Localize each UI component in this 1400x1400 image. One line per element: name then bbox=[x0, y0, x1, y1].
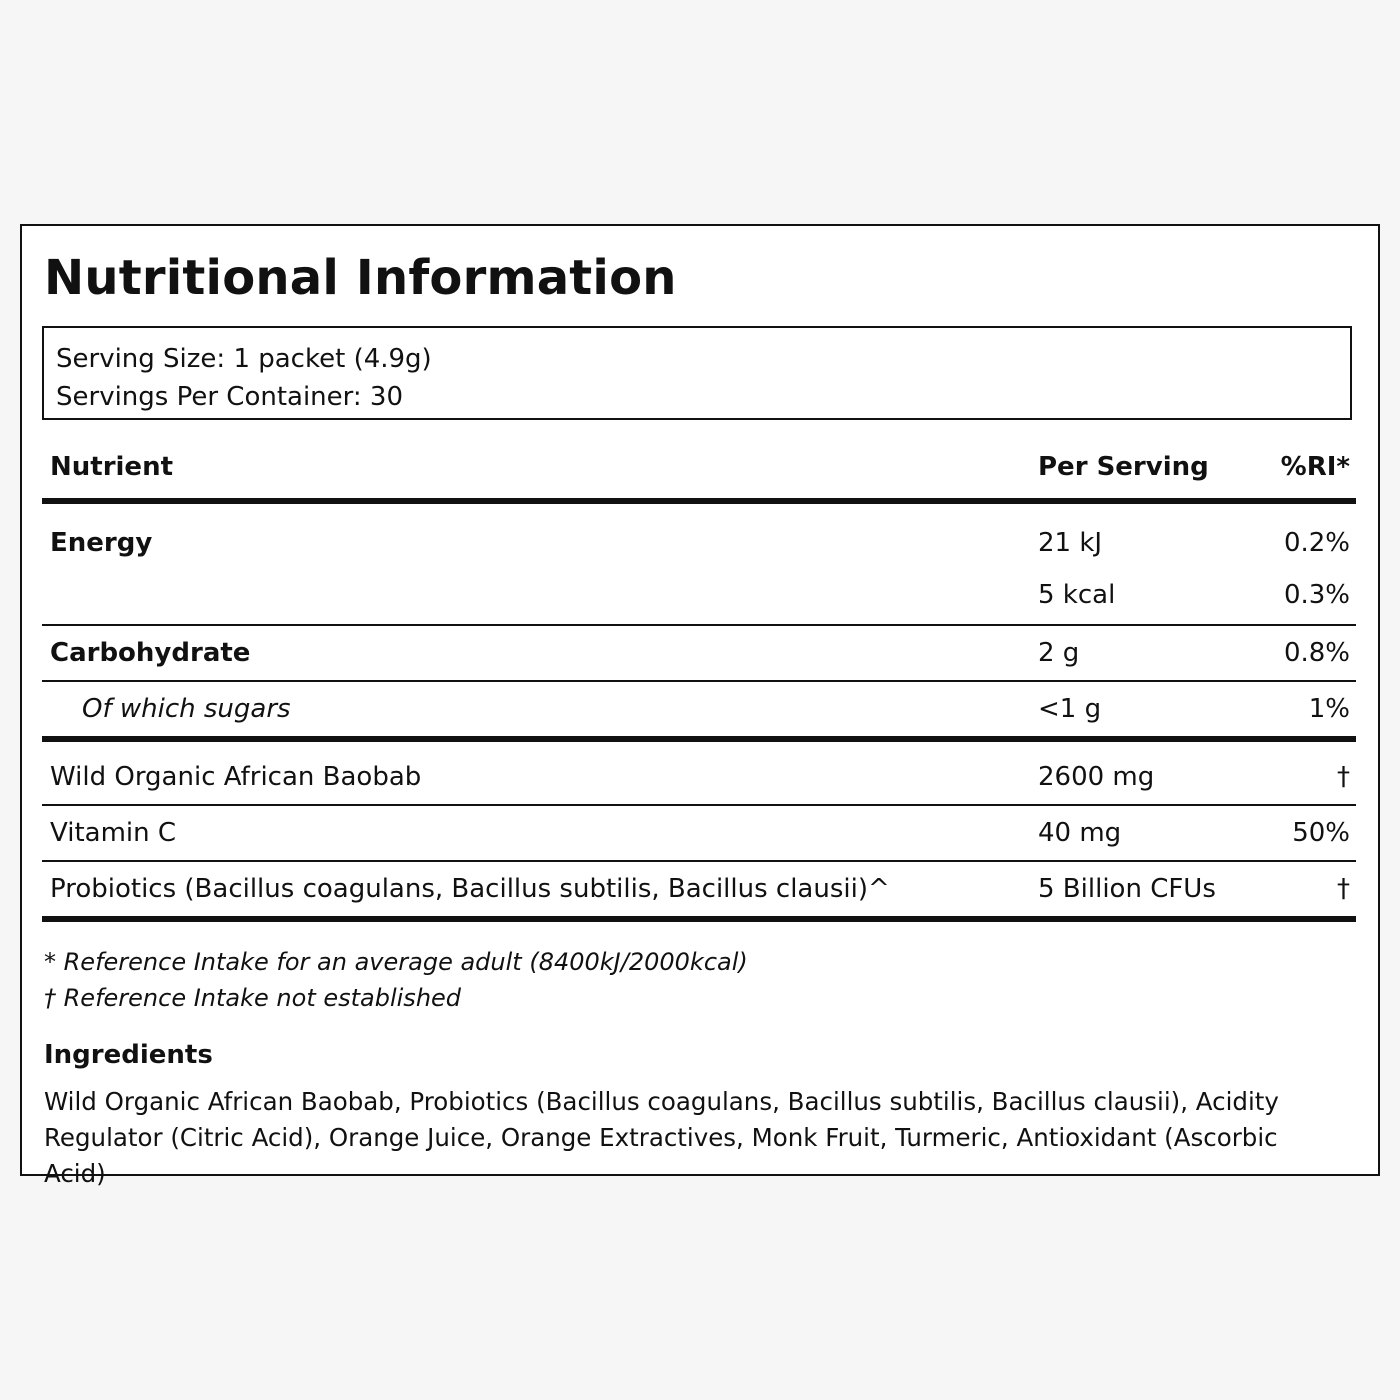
servings-per-container: Servings Per Container: 30 bbox=[56, 382, 404, 412]
header-nutrient: Nutrient bbox=[50, 452, 174, 482]
ri-value: 0.2% bbox=[1283, 528, 1350, 558]
serving-size: Serving Size: 1 packet (4.9g) bbox=[56, 344, 432, 374]
nutrient-name: Wild Organic African Baobab bbox=[50, 762, 422, 792]
nutrient-name: Energy bbox=[50, 528, 153, 558]
per-serving-value: <1 g bbox=[1038, 694, 1102, 724]
per-serving-value: 40 mg bbox=[1038, 818, 1122, 848]
per-serving-value: 2600 mg bbox=[1038, 762, 1155, 792]
ri-value: 50% bbox=[1292, 818, 1350, 848]
header-per-serving: Per Serving bbox=[1038, 452, 1209, 482]
table-row-probiotics bbox=[42, 862, 1356, 922]
table-header-row bbox=[42, 434, 1356, 504]
table-row-energy-kcal bbox=[42, 564, 1356, 626]
table-row-baobab bbox=[42, 742, 1356, 806]
ri-value: † bbox=[1337, 762, 1350, 792]
per-serving-value: 2 g bbox=[1038, 638, 1080, 668]
table-row-sugars bbox=[42, 682, 1356, 742]
ingredients-heading: Ingredients bbox=[44, 1040, 213, 1070]
per-serving-value: 5 Billion CFUs bbox=[1038, 874, 1216, 904]
ri-value: † bbox=[1337, 874, 1350, 904]
ingredients-text: Wild Organic African Baobab, Probiotics (Bacillus coagulans, Bacillus subtilis, Bacillus clausii), Acidity Regulator (Citric Acid), Orange Juice, Orange Extractives, Monk Fruit, Turmeric, Antioxidant (Ascorbic Acid) bbox=[44, 1087, 1279, 1188]
header-ri: %RI* bbox=[1280, 452, 1350, 482]
table-row-energy-kj bbox=[42, 504, 1356, 564]
nutrient-name: Carbohydrate bbox=[50, 638, 251, 668]
ri-value: 0.8% bbox=[1283, 638, 1350, 668]
table-row-carbohydrate bbox=[42, 626, 1356, 682]
ri-value: 1% bbox=[1308, 694, 1350, 724]
footnotes bbox=[44, 944, 748, 1016]
nutrition-table bbox=[42, 434, 1356, 922]
panel-title: Nutritional Information bbox=[44, 250, 677, 306]
per-serving-value: 21 kJ bbox=[1038, 528, 1103, 558]
per-serving-value: 5 kcal bbox=[1038, 580, 1116, 610]
nutrition-panel bbox=[20, 224, 1380, 1188]
table-row-vitamin-c bbox=[42, 806, 1356, 862]
dagger-footnote: † Reference Intake not established bbox=[44, 984, 462, 1012]
nutrient-name: Probiotics (Bacillus coagulans, Bacillus subtilis, Bacillus clausii)^ bbox=[50, 874, 890, 904]
nutrient-name: Vitamin C bbox=[50, 818, 177, 848]
ri-value: 0.3% bbox=[1283, 580, 1350, 610]
serving-info-box bbox=[42, 326, 1352, 420]
ri-footnote: * Reference Intake for an average adult (8400kJ/2000kcal) bbox=[44, 948, 748, 976]
nutrient-name: Of which sugars bbox=[82, 694, 291, 724]
